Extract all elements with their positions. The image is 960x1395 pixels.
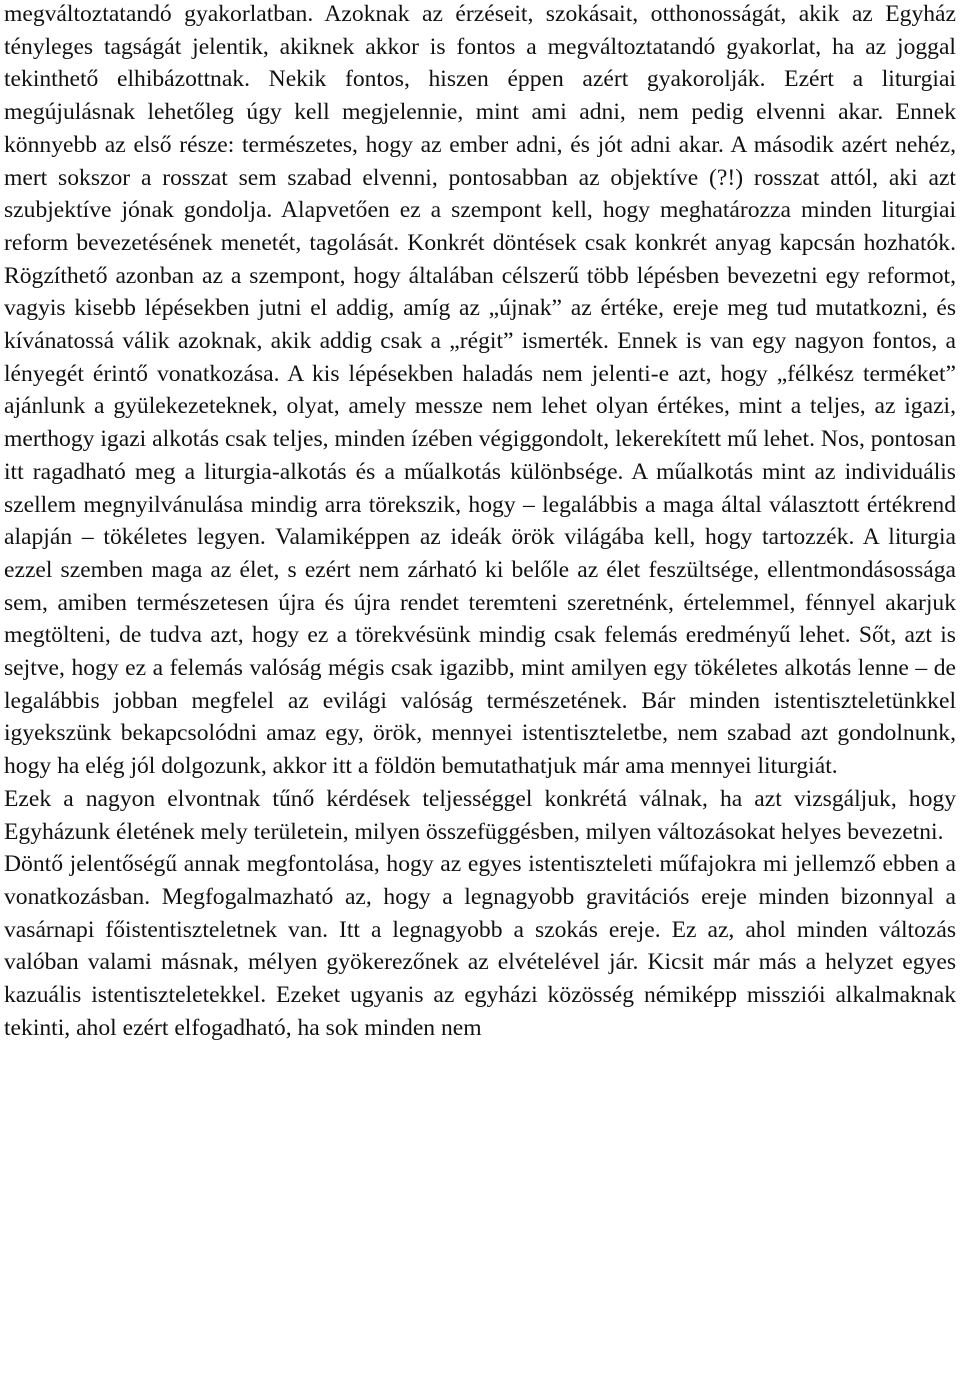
document-page — [4, 0, 956, 1045]
paragraph-3: Döntő jelentőségű annak megfontolása, hogy az egyes istentiszteleti műfajokra mi jellemző ebben a vonatkozásban. Megfogalmazható az, hogy a legnagyobb gravitációs ereje minden bizonnyal a vasárnapi főistentiszteletnek van. Itt a legnagyobb a szokás ereje. Ez az, ahol minden változás valóban valami másnak, mélyen gyökerezőnek az elvételével jár. Kicsit már más a helyzet egyes kazuális istentiszteletekkel. Ezeket ugyanis az egyházi közösség némiképp missziói alkalmaknak tekinti, ahol ezért elfogadható, ha sok minden nem — [4, 851, 956, 1041]
paragraph-1: megváltoztatandó gyakorlatban. Azoknak az érzéseit, szokásait, otthonosságát, akik az Egyház tényleges tagságát jelentik, akiknek akkor is fontos a megváltoztatandó gyakorlat, ha az joggal tekinthető elhibázottnak. Nekik fontos, hiszen éppen azért gyakorolják. Ezért a liturgiai megújulásnak lehetőleg úgy kell megjelennie, mint ami adni, nem pedig elvenni akar. Ennek könnyebb az első része: természetes, hogy az ember adni, és jót adni akar. A második azért nehéz, mert sokszor a rosszat sem szabad elvenni, pontosabban az objektíve (?!) rosszat attól, aki azt szubjektíve jónak gondolja. Alapvetően ez a szempont kell, hogy meghatározza minden liturgiai reform bevezetésének menetét, tagolását. Konkrét döntések csak konkrét anyag kapcsán hozhatók. Rögzíthető azonban az a szempont, hogy általában célszerű több lépésben bevezetni egy reformot, vagyis kisebb lépésekben jutni el addig, amíg az „újnak” az értéke, ereje meg tud mutatkozni, és kívánatossá válik azoknak, akik addig csak a „régit” ismerték. Ennek is van egy nagyon fontos, a lényegét érintő vonatkozása. A kis lépésekben haladás nem jelenti-e azt, hogy „félkész terméket” ajánlunk a gyülekezeteknek, olyat, amely messze nem lehet olyan értékes, mint a teljes, az igazi, merthogy igazi alkotás csak teljes, minden ízében végiggondolt, lekerekített mű lehet. Nos, pontosan itt ragadható meg a liturgia-alkotás és a műalkotás különbsége. A műalkotás mint az individuális szellem megnyilvánulása mindig arra törekszik, hogy – legalábbis a maga által választott értékrend alapján – tökéletes legyen. Valamiképpen az ideák örök világába kell, hogy tartozzék. A liturgia ezzel szemben maga az élet, s ezért nem zárható ki belőle az élet feszültsége, ellentmondásossága sem, amiben természetesen újra és újra rendet teremteni szeretnénk, értelemmel, fénnyel akarjuk megtölteni, de tudva azt, hogy ez a törekvésünk mindig csak felemás eredményű lehet. Sőt, azt is sejtve, hogy ez a felemás valóság mégis csak igazibb, mint amilyen egy tökéletes alkotás lenne – de legalábbis jobban megfelel az evilági valóság természetének. Bár minden istentiszteletünkkel igyekszünk bekapcsolódni amaz egy, örök, mennyei istentiszteletbe, nem szabad azt gondolnunk, hogy ha elég jól dolgozunk, akkor itt a földön bemutathatjuk már ama mennyei liturgiát. — [4, 1, 956, 780]
paragraph-2: Ezek a nagyon elvontnak tűnő kérdések teljességgel konkrétá válnak, ha azt vizsgáljuk, hogy Egyházunk életének mely területein, milyen összefüggésben, milyen változásokat helyes bevezetni. — [4, 785, 956, 845]
